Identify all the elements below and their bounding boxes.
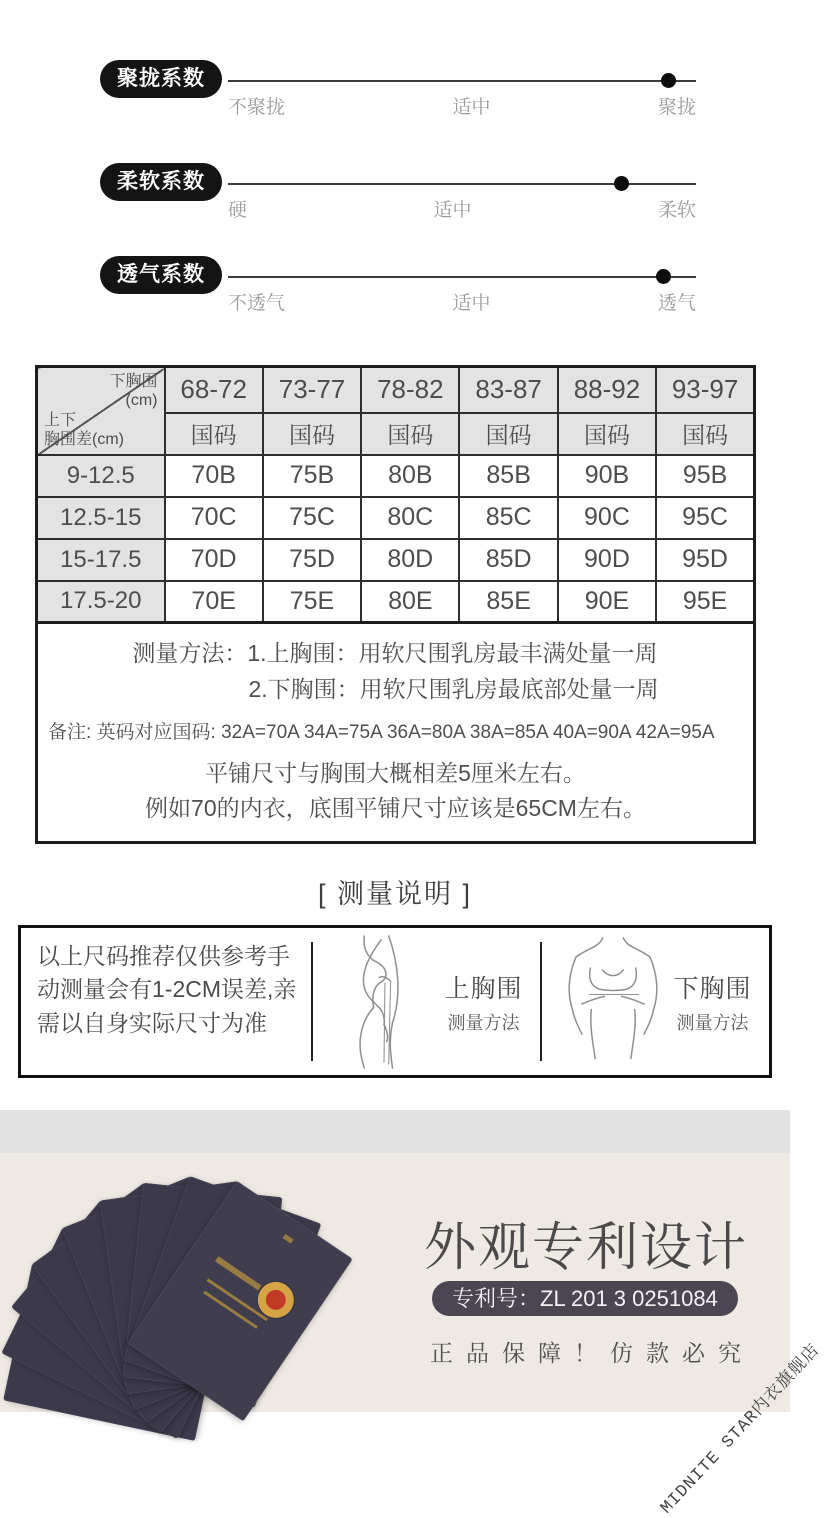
measure-method-line2: 2.下胸围：用软尺围乳房最底部处量一周	[248, 675, 659, 702]
slider-track	[228, 80, 696, 82]
corner-diff-label: 上下 胸围差(cm)	[44, 412, 124, 449]
authenticity-slogan: 正品保障！仿款必究	[430, 1340, 754, 1366]
diff-cell: 15-17.5	[37, 539, 165, 581]
diff-cell: 12.5-15	[37, 497, 165, 539]
patent-certificates-image	[22, 1181, 367, 1401]
measure-instructions-heading: [ 测量说明 ]	[317, 879, 472, 909]
band-range-header: 73-77	[263, 367, 361, 413]
under-bust-illustration	[559, 936, 667, 1068]
diff-cell: 17.5-20	[37, 581, 165, 623]
slider-pill-breathe: 透气系数	[100, 256, 222, 294]
code-header: 国码	[263, 413, 361, 455]
slider-row-soft	[0, 163, 790, 225]
scale-label-max: 聚拢	[657, 97, 696, 118]
patent-number-badge: 专利号：ZL 201 3 0251084	[432, 1281, 738, 1316]
scale-label-max: 透气	[657, 293, 696, 314]
size-cell: 70B	[165, 455, 263, 497]
band-range-header: 93-97	[656, 367, 754, 413]
slider-scale-labels	[228, 195, 696, 222]
under-bust-figure-block	[540, 942, 769, 1061]
slider-row-gather	[0, 60, 790, 122]
size-table-notes	[35, 624, 756, 844]
scale-label-min: 不透气	[228, 293, 286, 314]
scale-label-min: 硬	[228, 200, 248, 221]
size-cell: 75D	[263, 539, 361, 581]
code-header: 国码	[656, 413, 754, 455]
size-cell: 90D	[558, 539, 656, 581]
code-mapping-remark: 备注: 英码对应国码: 32A=70A 34A=75A 36A=80A 38A=85A 40A=90A 42A=95A	[48, 722, 715, 744]
diff-cell: 9-12.5	[37, 455, 165, 497]
size-cell: 75C	[263, 497, 361, 539]
triangle-right-icon	[212, 73, 222, 85]
band-range-header: 78-82	[361, 367, 459, 413]
table-row	[37, 539, 755, 581]
store-watermark: MIDNITE STAR内衣旗舰店	[657, 1341, 824, 1518]
upper-bust-label: 上胸围	[444, 974, 523, 1003]
size-cell: 80B	[361, 455, 459, 497]
section-divider-band	[0, 1110, 790, 1153]
band-range-header: 68-72	[165, 367, 263, 413]
size-cell: 90B	[558, 455, 656, 497]
scale-label-min: 不聚拢	[228, 97, 286, 118]
triangle-right-icon	[212, 176, 222, 188]
table-corner-cell	[37, 367, 165, 455]
size-cell: 70E	[165, 581, 263, 623]
size-cell: 90E	[558, 581, 656, 623]
slider-scale-labels	[228, 288, 696, 315]
size-cell: 85E	[459, 581, 557, 623]
size-disclaimer-text: 以上尺码推荐仅供参考手动测量会有1-2CM误差,亲需以自身实际尺寸为准	[37, 943, 297, 1036]
size-cell: 95D	[656, 539, 754, 581]
size-cell: 80C	[361, 497, 459, 539]
scale-label-mid: 适中	[433, 200, 472, 221]
slider-dot	[614, 176, 629, 191]
size-cell: 80E	[361, 581, 459, 623]
size-cell: 75E	[263, 581, 361, 623]
code-header: 国码	[558, 413, 656, 455]
table-row	[37, 497, 755, 539]
patent-section	[0, 1153, 824, 1518]
upper-bust-figure-block	[311, 942, 540, 1061]
slider-dot	[656, 269, 671, 284]
size-cell: 75B	[263, 455, 361, 497]
slider-row-breathe	[0, 256, 790, 318]
flat-size-note-line1: 平铺尺寸与胸围大概相差5厘米左右。	[205, 760, 586, 787]
size-cell: 80D	[361, 539, 459, 581]
under-bust-label: 下胸围	[673, 974, 752, 1003]
band-range-header: 88-92	[558, 367, 656, 413]
code-header: 国码	[361, 413, 459, 455]
slider-dot	[661, 73, 676, 88]
table-row	[37, 455, 755, 497]
size-cell: 85C	[459, 497, 557, 539]
scale-label-mid: 适中	[452, 97, 491, 118]
slider-track	[228, 183, 696, 185]
size-cell: 90C	[558, 497, 656, 539]
size-cell: 85B	[459, 455, 557, 497]
corner-underbust-label: 下胸围 (cm)	[109, 373, 158, 410]
size-cell: 95E	[656, 581, 754, 623]
patent-title: 外观专利设计	[424, 1219, 749, 1277]
size-table	[35, 365, 756, 624]
size-cell: 95B	[656, 455, 754, 497]
upper-bust-illustration	[330, 936, 438, 1068]
scale-label-max: 柔软	[657, 200, 696, 221]
table-row	[37, 581, 755, 623]
under-bust-sublabel: 测量方法	[676, 1012, 749, 1033]
band-range-header: 83-87	[459, 367, 557, 413]
slider-scale-labels	[228, 92, 696, 119]
measure-method-line1: 测量方法：1.上胸围：用软尺围乳房最丰满处量一周	[132, 640, 658, 666]
size-cell: 70C	[165, 497, 263, 539]
slider-pill-soft: 柔软系数	[100, 163, 222, 201]
upper-bust-sublabel: 测量方法	[447, 1012, 520, 1033]
scale-label-mid: 适中	[452, 293, 491, 314]
code-header: 国码	[459, 413, 557, 455]
slider-track	[228, 276, 696, 278]
code-header: 国码	[165, 413, 263, 455]
size-cell: 70D	[165, 539, 263, 581]
flat-size-note-line2: 例如70的内衣，底围平铺尺寸应该是65CM左右。	[145, 794, 646, 821]
triangle-right-icon	[212, 269, 222, 281]
size-cell: 95C	[656, 497, 754, 539]
size-chart-panel	[35, 365, 756, 844]
size-cell: 85D	[459, 539, 557, 581]
slider-pill-gather: 聚拢系数	[100, 60, 222, 98]
measure-instructions-box	[18, 925, 772, 1078]
